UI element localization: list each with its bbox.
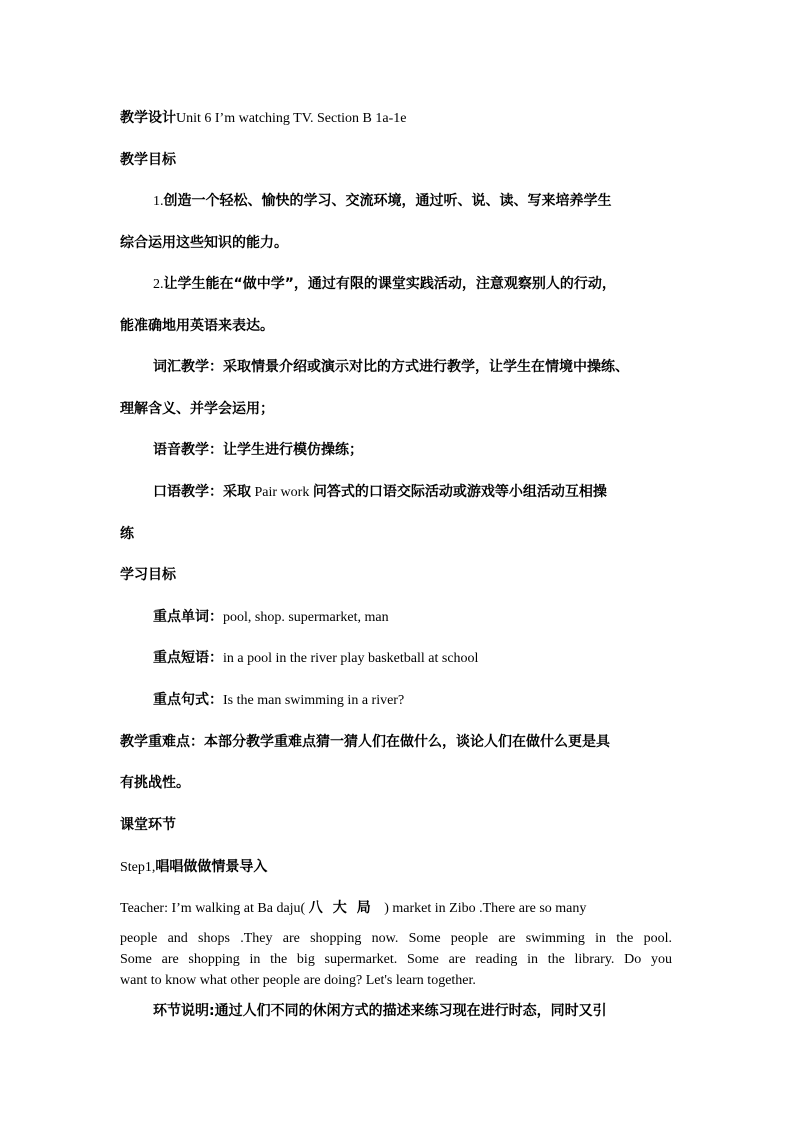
key-phrases-label: 重点短语： <box>153 650 223 666</box>
teacher-line-1-post: ) market in Zibo .There are so many <box>384 901 587 916</box>
difficulty-line-2: 有挑战性。 <box>120 775 190 791</box>
objective-1-number: 1. <box>153 194 164 209</box>
objective-2-text: 让学生能在“做中学”，通过有限的课堂实践活动，注意观察别人的行动， <box>163 276 616 292</box>
class-heading: 课堂环节 <box>120 817 176 833</box>
vocab-line-1: 词汇教学：采取情景介绍或演示对比的方式进行教学，让学生在情境中操练、 <box>153 359 629 375</box>
step-1-cn: 唱唱做做情景导入 <box>155 859 268 875</box>
note-line: 环节说明:通过人们不同的休闲方式的描述来练习现在进行时态，同时又引 <box>153 1003 607 1019</box>
document-title <box>120 108 406 129</box>
objective-2-line-2: 能准确地用英语来表达。 <box>120 318 274 334</box>
teacher-line-3: Some are shopping in the big supermarket. Some are reading in the library. Do you <box>120 952 672 967</box>
title-en: Unit 6 I’m watching TV. Section B 1a-1e <box>176 111 407 126</box>
oral-cn-2: 问答式的口语交际活动或游戏等小组活动互相操 <box>312 484 607 500</box>
objective-1-text: 创造一个轻松、愉快的学习、交流环境，通过听、说、读、写来培养学生 <box>163 193 612 209</box>
step-1 <box>120 857 267 878</box>
key-sentence-value: Is the man swimming in a river? <box>223 693 405 708</box>
vocab-line-2: 理解含义、并学会运用； <box>120 401 274 417</box>
objective-2-line-1 <box>153 274 616 295</box>
key-words <box>153 607 389 628</box>
difficulty-line-1: 教学重难点：本部分教学重难点猜一猜人们在做什么，谈论人们在做什么更是具 <box>120 734 610 750</box>
learning-heading: 学习目标 <box>120 567 176 583</box>
oral-line-1 <box>153 482 607 503</box>
oral-cn-1: 口语教学：采取 <box>153 484 251 500</box>
objective-2-number: 2. <box>153 277 164 292</box>
key-sentence-label: 重点句式： <box>153 692 223 708</box>
teacher-line-2: people and shops .They are shopping now. Some people are swimming in the pool. <box>120 931 672 946</box>
teacher-line-1 <box>120 898 586 919</box>
key-phrases-value: in a pool in the river play basketball at school <box>223 651 479 666</box>
key-words-value: pool, shop. supermarket, man <box>223 610 389 625</box>
key-words-label: 重点单词： <box>153 609 223 625</box>
title-cn: 教学设计 <box>120 110 176 126</box>
objectives-heading: 教学目标 <box>120 152 176 168</box>
oral-line-2: 练 <box>120 526 134 542</box>
teacher-line-1-cn: 八大局 <box>308 900 381 916</box>
teacher-line-1-pre: Teacher: I’m walking at Ba daju( <box>120 901 306 916</box>
key-sentence <box>153 690 404 711</box>
step-1-en: Step1, <box>120 860 156 875</box>
oral-en: Pair work <box>254 485 310 500</box>
objective-1-line-2: 综合运用这些知识的能力。 <box>120 235 288 251</box>
key-phrases <box>153 648 478 669</box>
teacher-line-4: want to know what other people are doing? Let's learn together. <box>120 973 476 988</box>
objective-1-line-1 <box>153 191 612 212</box>
phonetics-line: 语音教学：让学生进行模仿操练； <box>153 442 363 458</box>
